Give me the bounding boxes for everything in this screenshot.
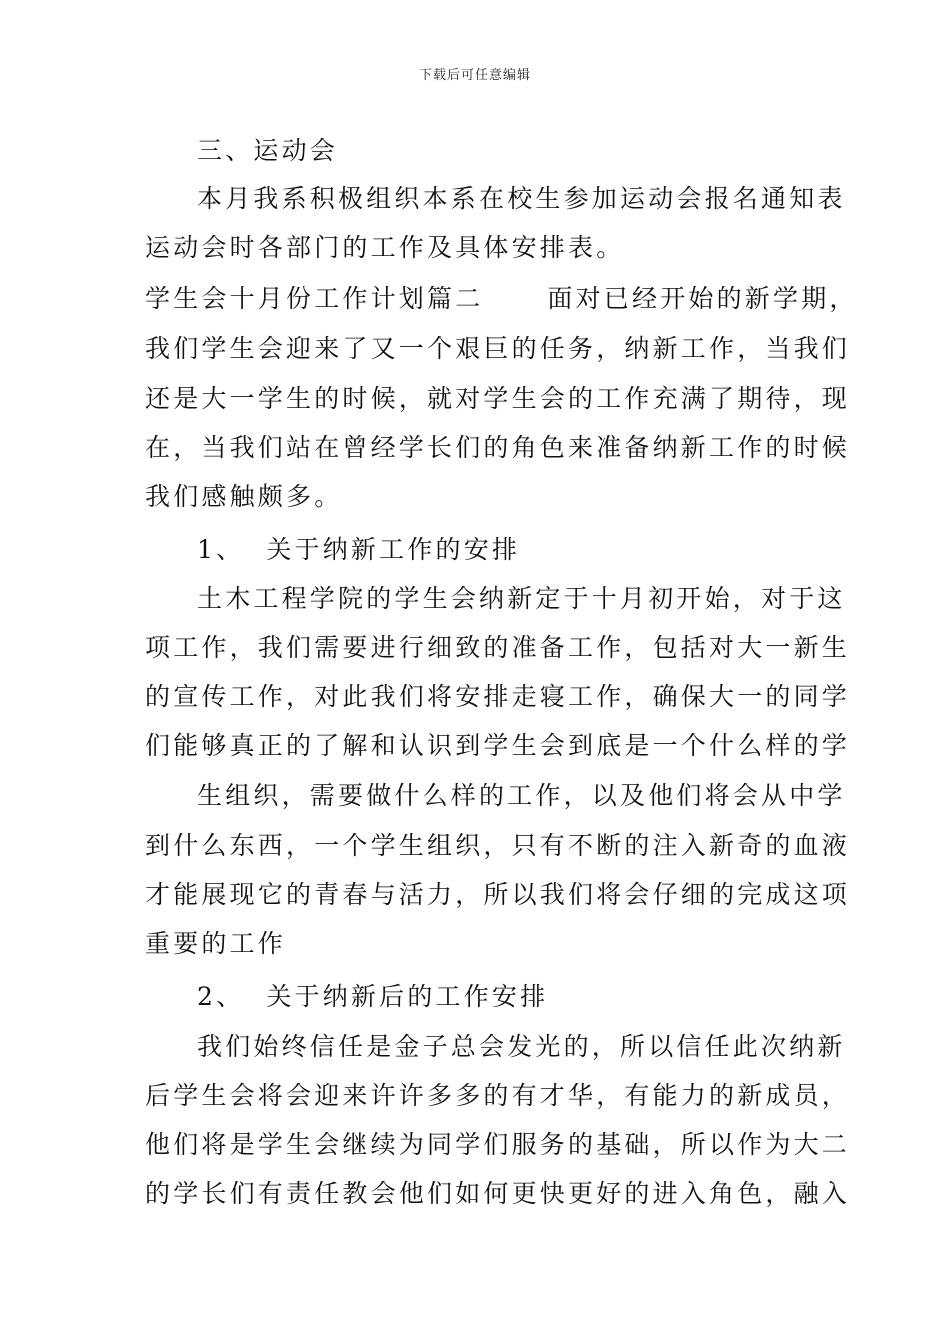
page-header: 下载后可任意编辑 (418, 68, 531, 83)
paragraph-line: 重要的工作 (145, 929, 287, 958)
heading-number: 2、 (197, 982, 245, 1011)
paragraph-line: 土木工程学院的学生会纳新定于十月初开始，对于这 (197, 584, 846, 613)
heading-text: 关于纳新工作的安排 (266, 535, 521, 564)
section-heading: 三、运动会 (197, 136, 339, 165)
paragraph-line: 运动会时各部门的工作及具体安排表。 (145, 233, 625, 262)
paragraph-line: 项工作，我们需要进行细致的准备工作，包括对大一新生 (145, 633, 851, 662)
paragraph-line: 在，当我们站在曾经学长们的角色来准备纳新工作的时候 (145, 433, 851, 462)
article-title: 学生会十月份工作计划篇二 (145, 284, 484, 313)
paragraph-line: 的宣传工作，对此我们将安排走寝工作，确保大一的同学 (145, 682, 851, 711)
numbered-heading (197, 535, 520, 565)
heading-text: 关于纳新后的工作安排 (266, 982, 549, 1011)
paragraph-line: 本月我系积极组织本系在校生参加运动会报名通知表 (197, 184, 846, 213)
paragraph-line: 后学生会将会迎来许许多多的有才华，有能力的新成员， (145, 1081, 851, 1110)
paragraph-line: 我们感触颇多。 (145, 482, 343, 511)
paragraph-line: 生组织，需要做什么样的工作，以及他们将会从中学 (197, 781, 846, 810)
paragraph-text: 面对已经开始的新学期， (547, 284, 858, 313)
paragraph-line: 他们将是学生会继续为同学们服务的基础，所以作为大二 (145, 1130, 851, 1159)
paragraph-line: 到什么东西，一个学生组织，只有不断的注入新奇的血液 (145, 831, 851, 860)
paragraph-line: 的学长们有责任教会他们如何更快更好的进入角色，融入 (145, 1179, 851, 1208)
numbered-heading (197, 982, 548, 1012)
paragraph-line: 还是大一学生的时候，就对学生会的工作充满了期待，现 (145, 384, 851, 413)
paragraph-line (145, 284, 858, 314)
paragraph-line: 我们始终信任是金子总会发光的，所以信任此次纳新 (197, 1032, 846, 1061)
paragraph-line: 我们学生会迎来了又一个艰巨的任务，纳新工作，当我们 (145, 334, 851, 363)
paragraph-line: 才能展现它的青春与活力，所以我们将会仔细的完成这项 (145, 880, 851, 909)
heading-number: 1、 (197, 535, 245, 564)
paragraph-line: 们能够真正的了解和认识到学生会到底是一个什么样的学 (145, 731, 851, 760)
